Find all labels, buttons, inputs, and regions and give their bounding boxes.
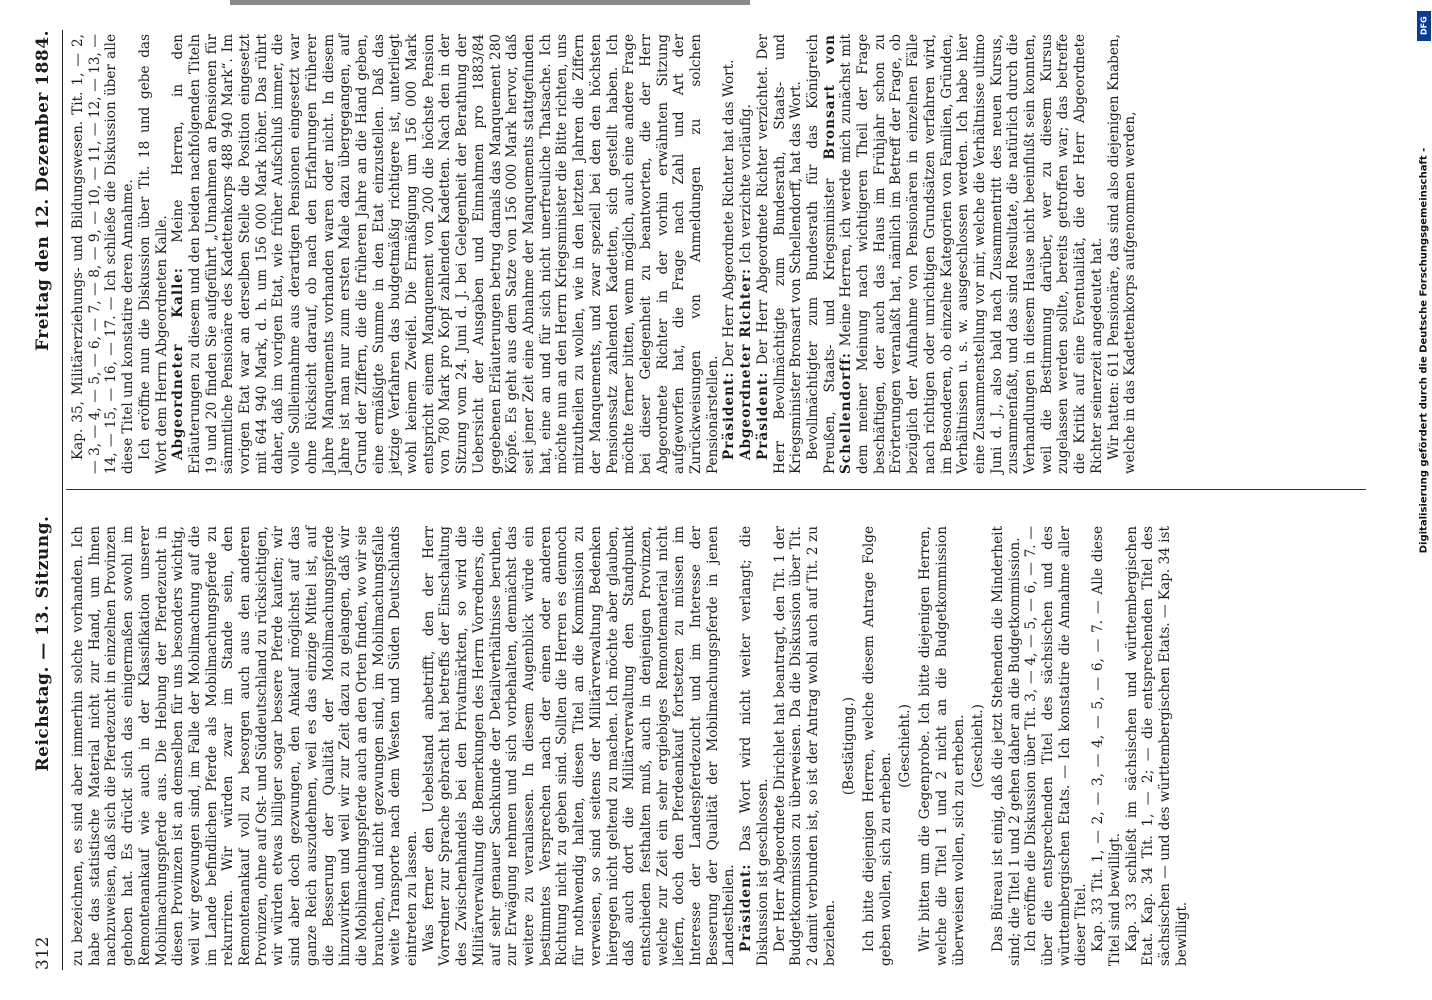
- speech-text: Das Wort wird nicht weiter verlangt; die Diskussion ist geschlossen.: [738, 526, 771, 966]
- left-paragraph: Wir bitten um die Gegenprobe. Ich bitte diejenigen Herren, welche die Titel 1 und 2 nicht an die Budgetkommission überweisen wollen, sich zu erheben.: [917, 526, 967, 966]
- left-paragraph: zu bezeichnen, es sind aber immerhin solche vorhanden. Ich habe das statistische Material nicht zur Hand, um Ihnen nachzuweisen, daß sich die Pferdezucht in einzelnen Provinzen gehoben hat. Es drückt sich das einigermaßen sowohl im Remontenankauf wie auch in der Klassifikation unserer Mobilmachungspferde aus. Die Hebung der Pferdezucht in diesen Provinzen ist an demselben für uns besonders wichtig, weil wir gezwungen sind, im Falle der Mobilmachung auf die im Lande befindlichen Pferde als Mobilmachungspferde zu rekurriren. Wir würden zwar im Stande sein, den Remontenankauf voll zu besorgen auch aus den anderen Provinzen, ohne auf Ost- und Süddeutschland zu rücksichtigen, wir würden etwas billiger sogar bessere Pferde kaufen; wir sind aber doch gezwungen, den Ankauf möglichst auf das ganze Reich auszudehnen, weil es das einzige Mittel ist, auf die Besserung der Qualität der Mobilmachungspferde hinzuwirken und weil wir zur Zeit dazu zu gelangen, daß wir die Mobilmachungspferde auch an den Orten finden, wo wir sie brauchen, und nicht gezwungen sind, im Mobilmachungsfalle weite Transporte nach dem Westen und Süden Deutschlands eintreten zu lassen.: [70, 526, 421, 966]
- right-column: [70, 34, 1139, 474]
- dfg-stamp-text: Digitalisierung gefördert durch die Deutsche Forschungsgemeinschaft -: [1418, 147, 1430, 554]
- speaker-label: Bronsart von Schellendorff:: [821, 34, 855, 474]
- header-rule: [62, 30, 63, 970]
- speaker-intro: Bevollmächtigter zum Bundesrath für das Königreich Preußen, Staats- und Kriegsminister: [804, 34, 838, 474]
- speaker-label: Abgeordneter Kalle:: [170, 267, 187, 460]
- speech-text: Der Herr Abgeordnete Richter verzichtet. Der Herr Bevollmächtigte zum Bundesrath, Staats- und Kriegsminister Bronsart von Schellendorff, hat das Wort.: [754, 34, 805, 474]
- speech-text: Meine Herren, in den Erläuterungen zu diesem und den beiden nachfolgenden Titeln 19 und 20 finden Sie aufgeführt „Unnahmen an Pensionen für sämmtliche Pensionäre des Kadettenkorps 488 940 Mark“. Im vorigen Etat war an derselben Stelle die Position eingesetzt mit 644 940 Mark, d. h. um 156 000 Mark höher. Das rührt daher, daß im vorigen Etat, wie früher Aufschluß immer, die volle Sollleinnahme aus derartigen Pensionen eingesetzt war ohne Rücksicht darauf, ob nach den Erfahrungen früherer Jahre Manquements vorhanden waren oder nicht. In diesem Jahre ist man nur zum ersten Male dazu übergegangen, auf Grund der Ziffern, die die früheren Jahre an die Hand geben, eine ermäßigte Summe in den Etat einzustellen. Daß das jetzige Verfahren das budgetmäßig richtigere ist, unterliegt wohl keinem Zweifel. Die Ermäßigung um 156 000 Mark entspricht einem Manquement von 200 die höchste Pension von 780 Mark pro Kopf zahlenden Kadetten. Nach den in der Sitzung vom 24. Juni d. J. bei Gelegenheit der Berathung der Uebersicht der Ausgaben und Einnahmen pro 1883/84 gegebenen Erläuterungen betrug damals das Manquement 280 Köpfe. Es geht aus dem Satze von 156 000 Mark hervor, daß seit jener Zeit eine Abnahme der Manquements stattgefunden hat, eine an und für sich nicht unerfreuliche Thatsache. Ich möchte nun an den Herrn Kriegsminister die Bitte richten, uns mitzutheilen zu wollen, wie in den letzten Jahren die Ziffern der Manquements, und zwar speziell bei den den höchsten Pensionssatz zahlenden Kadetten, sich gestellt haben. Ich möchte ferner bitten, wenn möglich, auch eine andere Frage bei dieser Gelegenheit zu beantworten, die der Herr Abgeordnete Richter in der vorhin erwähnten Sitzung aufgeworfen hat, die Frage nach Zahl und Art der Zurückweisungen von Anmeldungen zu solchen Pensionärstellen.: [170, 34, 721, 474]
- left-paragraph: Kap. 33 schließt im sächsischen und württembergischen Etat. Kap. 34 Tit. 1, — 2; — die entsprechenden Titel des sächsischen — und des württembergischen Etats. — Kap. 34 ist bewilligt.: [1123, 526, 1190, 966]
- dfg-stamp: [1416, 5, 1432, 1000]
- left-paragraph: Der Herr Abgeordnete Dirichlet hat beantragt, den Tit. 1 der Budgetkommission zu überweisen. Da die Diskussion über Tit. 2 damit verbunden ist, so ist der Antrag wohl auch auf Tit. 2 zu beziehen.: [771, 526, 838, 966]
- left-paragraph: Das Büreau ist einig, daß die jetzt Stehenden die Minderheit sind; die Titel 1 und 2 gehen daher an die Budgetkommission.: [989, 526, 1023, 966]
- right-paragraph: Wir hatten: 611 Pensionäre, das sind also diejenigen Knaben, welche in das Kadettenkorps aufgenommen werden,: [1105, 34, 1139, 474]
- page-header: [28, 30, 58, 970]
- session-title: Reichstag. — 13. Sitzung.: [33, 515, 53, 772]
- left-paragraph: Was ferner den Uebelstand anbetrifft, den der Herr Vorredner zur Sprache gebracht hat betreffs der Einschaltung des Zwischenhandels bei den Privatmärkten, so wird die Militärverwaltung die Bemerkungen des Herrn Vorredners, die auf sehr genauer Sachkunde der Detailverhältnisse beruhen, zur Erwägung nehmen und sich vorbehalten, demnächst das weitere zu veranlassen. In diesem Augenblick würde ein bestimmtes Versprechen nach der einen oder anderen Richtung nicht zu geben sind. Sollten die Herren es dennoch für nothwendig halten, diesen Titel an die Kommission zu verweisen, so sind seitens der Militärverwaltung Bedenken hiergegen nicht geltend zu machen. Ich möchte aber glauben, daß auch dort die Militärverwaltung den Standpunkt entschieden festhalten muß, auch in denjenigen Provinzen, welche zur Zeit ein sehr ergiebiges Remontematerial nicht liefern, doch den Pferdeankauf fortsetzen zu müssen im Interesse der Landespferdezucht und im Interesse der Besserung der Qualität der Mobilmachungspferde in jenen Landestheilen.: [420, 526, 738, 966]
- speech-text: Meine Herren, ich werde mich zunächst mit dem meiner Meinung nach wichtigeren Theil der Frage beschäftigen, der auch das Haus im Frühjahr schon zu Erörterungen veranlaßt hat, nämlich im Betreff der Frage, ob bezüglich der Aufnahme von Pensionären in einzelnen Fälle nach richtigen oder unrichtigen Grundsätzen verfahren wird, im Besonderen, ob einzelne Kategorien von Familien, Gründen, Verhältnissen u. s. w. ausgeschlossen werden. Ich habe hier eine Zusammenstellung vor mir, welche die Verhältnisse ultimo Juni d. J., also bald nach Zusammentritt des neuen Kursus, zusammenfaßt, und das sind Resultate, die natürlich durch die Verhandlungen in diesem Hause nicht beeinflußt sein konnten, weil die Bestimmung darüber, wer zu diesem Kursus zugelassen werden sollte, bereits getroffen war; das betreffe die Kritik auf eine Eventualität, die der Herr Abgeordnete Richter seinerzeit angedeutet hat.: [838, 34, 1105, 474]
- speech-text: Der Herr Abgeordnete Richter hat das Wort.: [721, 59, 738, 368]
- speaker-label: Abgeordneter Richter:: [738, 267, 755, 460]
- stage-note: (Bestätigung.): [841, 696, 858, 796]
- speech-text: Ich verzichte vorläufig.: [738, 103, 755, 264]
- stage-note: (Geschieht.): [970, 704, 987, 788]
- dfg-logo: DFG: [1417, 11, 1431, 41]
- stage-note: (Geschieht.): [897, 704, 914, 788]
- right-paragraph: Kap. 35, Militärerziehungs- und Bildungswesen. Tit. 1, — 2, — 3, — 4, — 5, — 6, — 7, — 8, — 9, — 10, — 11, — 12, — 13, — 14, — 15, — 16, — 17. — Ich schließe die Diskussion über alle diese Titel und konstatire deren Annahme.: [70, 34, 137, 474]
- speaker-label: Präsident:: [738, 863, 755, 952]
- page-number: 312: [33, 936, 53, 970]
- session-date: Freitag den 12. Dezember 1884.: [33, 30, 53, 351]
- left-paragraph: Kap. 33 Tit. 1, — 2, — 3, — 4, — 5, — 6, — 7. — Alle diese Titel sind bewilligt.: [1090, 526, 1123, 966]
- column-divider: [66, 489, 1366, 490]
- left-paragraph: Ich eröffne die Diskussion über Tit. 3, — 4, — 5, — 6, — 7. — über die entsprechenden Titel des sächsischen und des württembergischen Etats. — Ich konstatire die Annahme aller dieser Titel.: [1023, 526, 1090, 966]
- right-paragraph: Ich eröffne nun die Diskussion über Tit. 18 und gebe das Wort dem Herrn Abgeordneten Kalle.: [136, 34, 170, 474]
- left-column: [70, 526, 1190, 966]
- left-paragraph: Ich bitte diejenigen Herren, welche diesem Antrage Folge geben wollen, sich zu erheben.: [861, 526, 894, 966]
- speaker-label: Präsident:: [754, 371, 771, 460]
- speaker-label: Präsident:: [721, 371, 738, 460]
